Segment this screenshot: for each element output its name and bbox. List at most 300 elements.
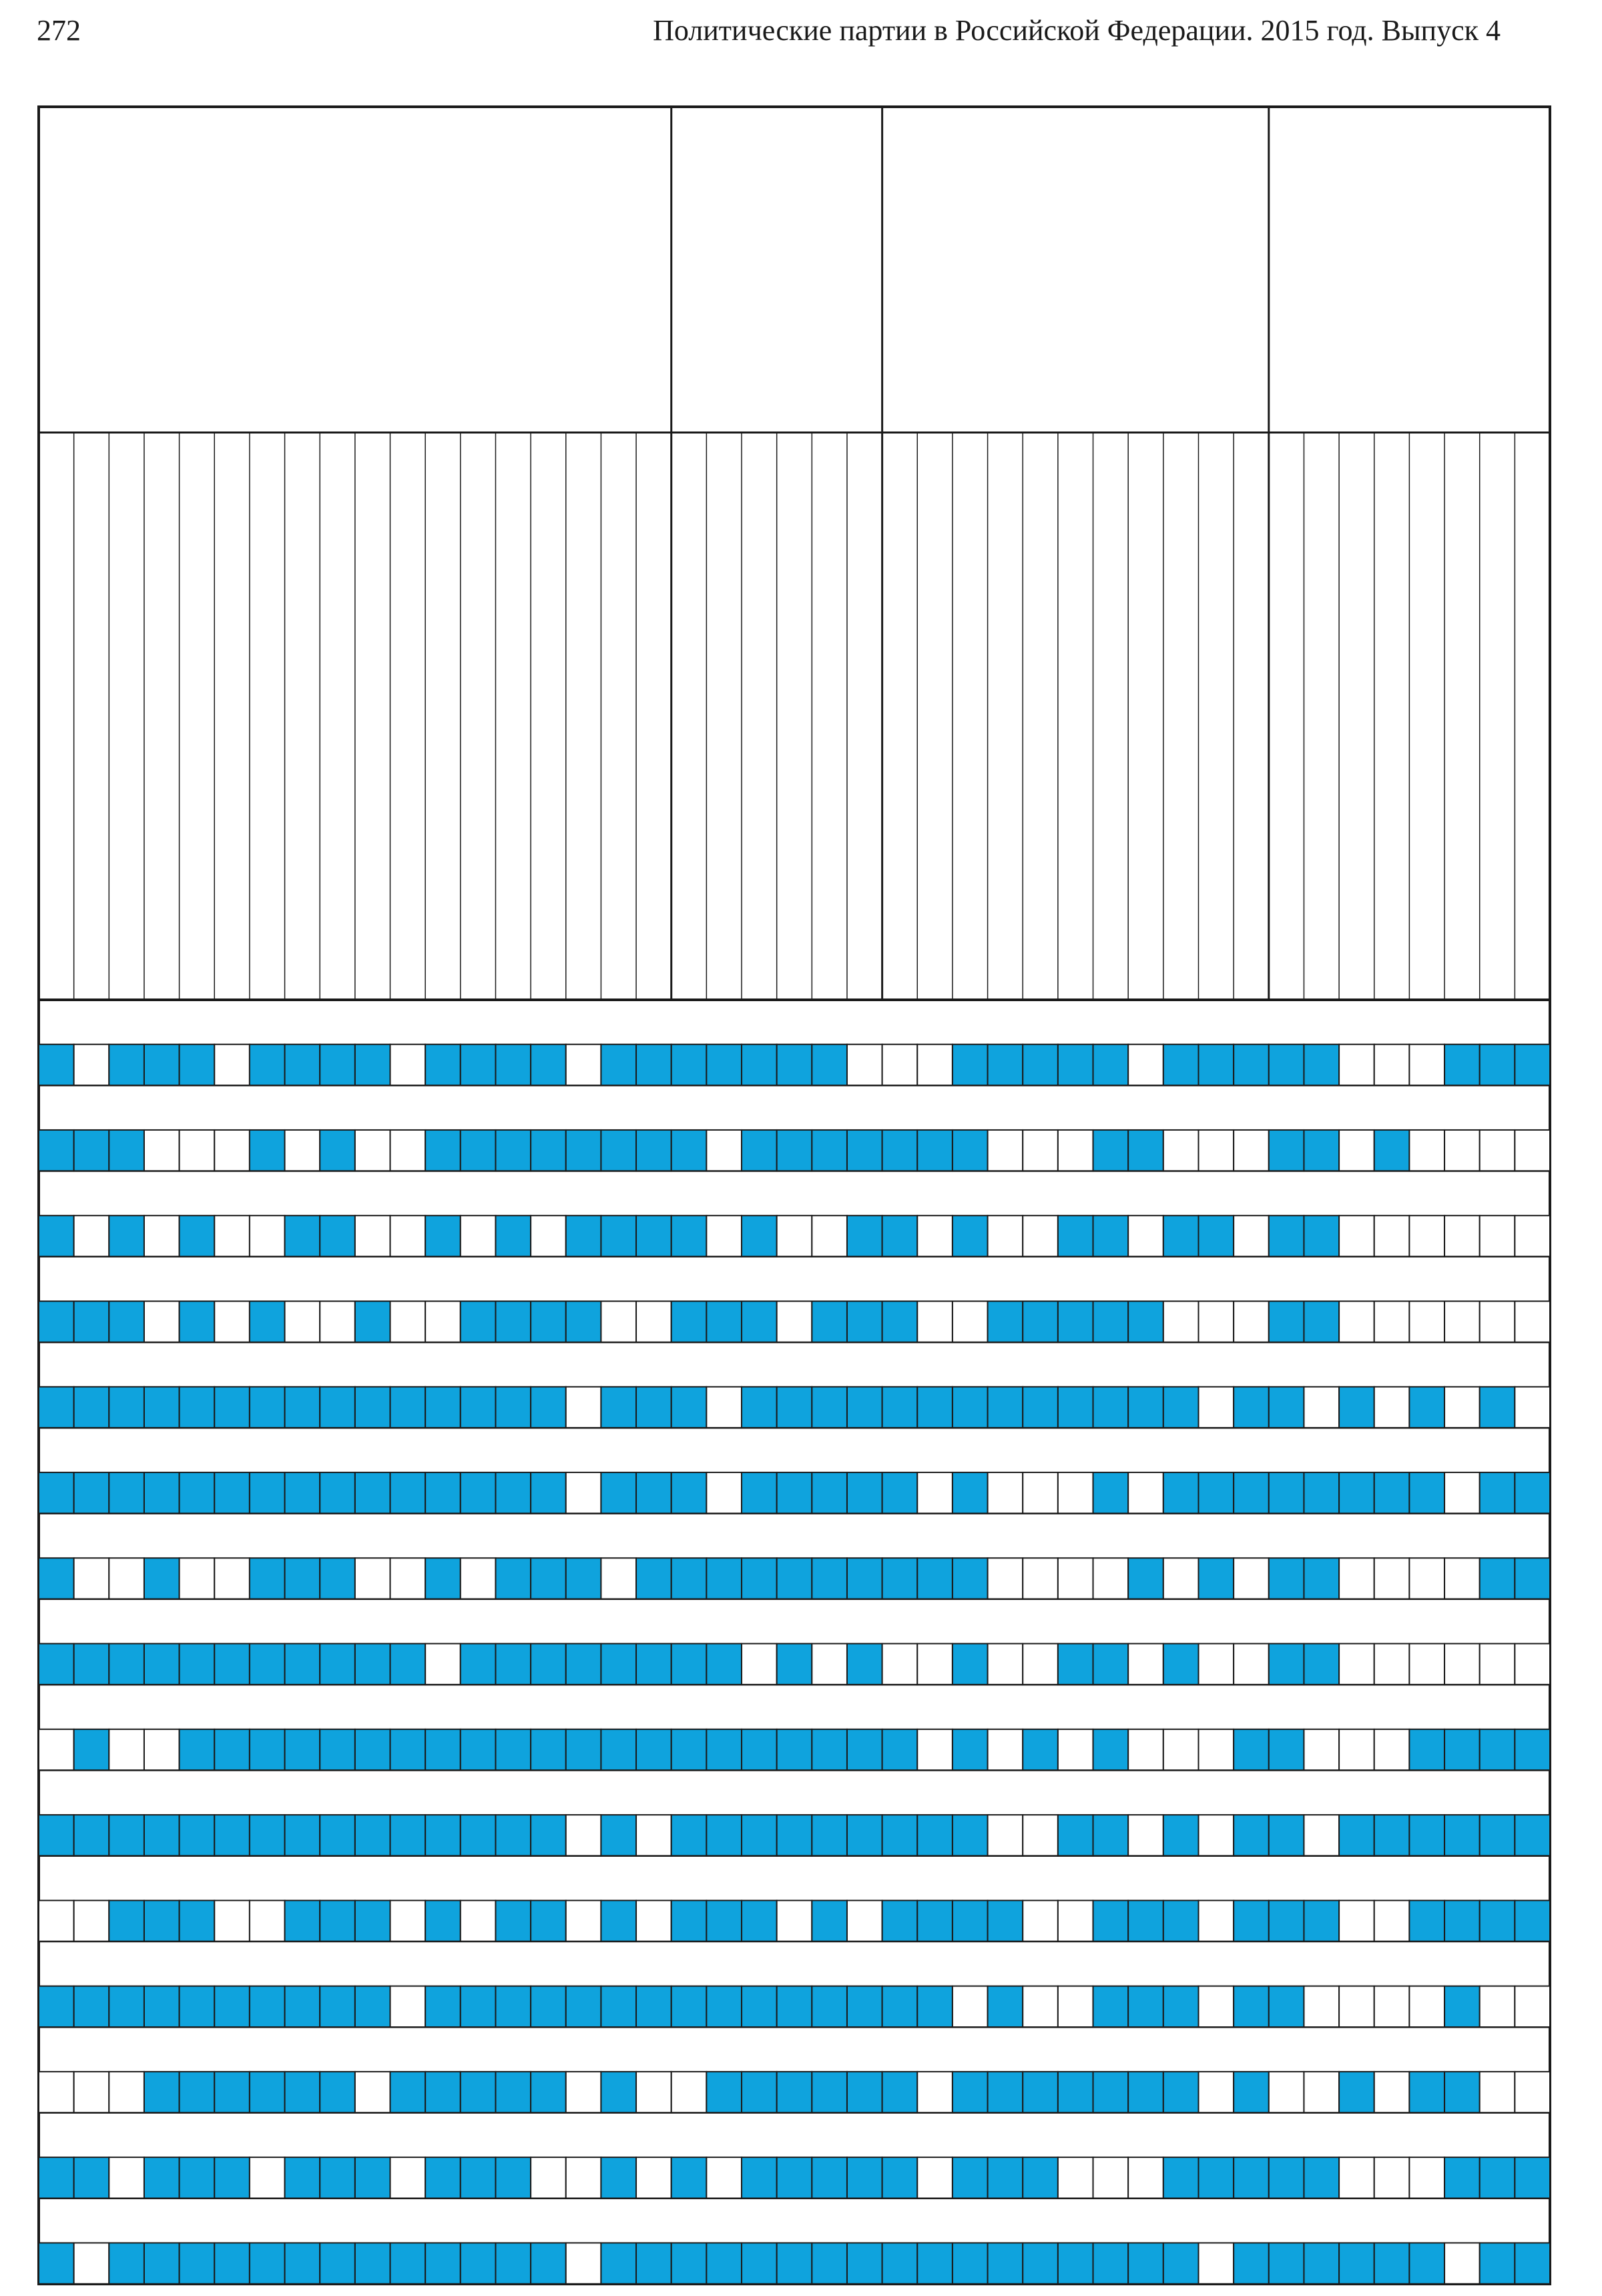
mark-cell-present	[988, 2157, 1023, 2199]
mark-cell-present	[355, 1986, 390, 2028]
mark-cell-present	[1023, 1729, 1058, 1771]
mark-cell-present	[1339, 2072, 1374, 2113]
mark-cell-present	[144, 1815, 180, 1856]
mark-cell-present	[495, 1045, 531, 1086]
mark-cell-absent	[1374, 1644, 1410, 1685]
mark-cell-absent	[1198, 1729, 1234, 1771]
mark-cell-absent	[109, 1729, 144, 1771]
mark-cell-present	[742, 1900, 777, 1942]
mark-cell-present	[1234, 1900, 1269, 1942]
mark-cell-present	[461, 2243, 496, 2284]
mark-cell-present	[1163, 2072, 1199, 2113]
mark-cell-present	[1304, 2157, 1339, 2199]
mark-cell-present	[285, 1387, 320, 1428]
mark-cell-present	[425, 1215, 461, 1257]
mark-cell-absent	[1374, 2072, 1410, 2113]
mark-cell-absent	[917, 1215, 953, 1257]
mark-cell-absent	[1304, 1729, 1339, 1771]
mark-cell-present	[1163, 1215, 1199, 1257]
mark-cell-present	[285, 2243, 320, 2284]
mark-cell-present	[39, 1387, 74, 1428]
mark-cell-absent	[706, 1130, 742, 1171]
mark-cell-absent	[566, 1815, 601, 1856]
mark-cell-present	[1304, 1301, 1339, 1342]
mark-cell-present	[601, 1387, 636, 1428]
mark-cell-present	[672, 1558, 707, 1599]
mark-cell-present	[1269, 1387, 1304, 1428]
mark-cell-absent	[1339, 1215, 1374, 1257]
mark-cell-present	[180, 1472, 215, 1514]
mark-cell-absent	[917, 2072, 953, 2113]
mark-cell-present	[882, 1215, 918, 1257]
mark-cell-absent	[1058, 1729, 1093, 1771]
mark-cell-present	[636, 1558, 672, 1599]
mark-cell-present	[847, 1644, 882, 1685]
mark-cell-present	[636, 1387, 672, 1428]
mark-cell-present	[214, 1644, 250, 1685]
mark-cell-absent	[214, 1215, 250, 1257]
mark-cell-present	[425, 1558, 461, 1599]
mark-cell-absent	[1023, 1815, 1058, 1856]
mark-cell-present	[672, 1815, 707, 1856]
mark-cell-present	[1163, 1986, 1199, 2028]
mark-cell-present	[425, 2157, 461, 2199]
mark-cell-present	[180, 1900, 215, 1942]
mark-cell-present	[1304, 1644, 1339, 1685]
mark-cell-present	[285, 1215, 320, 1257]
mark-cell-present	[1093, 1729, 1129, 1771]
mark-cell-present	[672, 1729, 707, 1771]
mark-cell-present	[250, 1729, 285, 1771]
mark-cell-present	[250, 1558, 285, 1599]
mark-cell-present	[180, 1215, 215, 1257]
mark-cell-present	[672, 1472, 707, 1514]
mark-cell-absent	[1163, 1729, 1199, 1771]
mark-cell-present	[390, 1387, 426, 1428]
mark-cell-present	[39, 1472, 74, 1514]
mark-cell-present	[882, 1986, 918, 2028]
mark-cell-present	[285, 1900, 320, 1942]
mark-cell-present	[250, 1045, 285, 1086]
mark-cell-absent	[917, 1644, 953, 1685]
mark-cell-present	[180, 1301, 215, 1342]
mark-cell-present	[109, 1387, 144, 1428]
mark-cell-present	[636, 1472, 672, 1514]
mark-cell-present	[390, 2243, 426, 2284]
mark-cell-absent	[601, 1558, 636, 1599]
mark-cell-present	[777, 1472, 812, 1514]
mark-cell-present	[144, 1045, 180, 1086]
mark-cell-present	[144, 1387, 180, 1428]
mark-cell-present	[566, 1215, 601, 1257]
mark-cell-present	[882, 1301, 918, 1342]
mark-cell-absent	[390, 1900, 426, 1942]
mark-cell-present	[847, 2157, 882, 2199]
mark-cell-absent	[1128, 1215, 1163, 1257]
mark-cell-present	[917, 2243, 953, 2284]
mark-cell-present	[461, 1815, 496, 1856]
mark-cell-present	[812, 1130, 847, 1171]
mark-cell-present	[109, 1301, 144, 1342]
mark-cell-present	[953, 1215, 988, 1257]
mark-cell-present	[706, 1900, 742, 1942]
mark-cell-present	[1058, 1387, 1093, 1428]
mark-cell-present	[1374, 2243, 1410, 2284]
mark-cell-present	[672, 1215, 707, 1257]
mark-cell-present	[1128, 2072, 1163, 2113]
mark-cell-present	[777, 1815, 812, 1856]
mark-cell-present	[531, 1472, 566, 1514]
mark-cell-absent	[1058, 2157, 1093, 2199]
mark-cell-present	[109, 1644, 144, 1685]
mark-cell-present	[1444, 1729, 1480, 1771]
mark-cell-present	[1304, 1900, 1339, 1942]
mark-cell-present	[601, 2243, 636, 2284]
mark-cell-present	[601, 1644, 636, 1685]
mark-cell-present	[601, 1130, 636, 1171]
mark-cell-absent	[1198, 2072, 1234, 2113]
mark-cell-present	[285, 1045, 320, 1086]
mark-cell-present	[1198, 2157, 1234, 2199]
mark-cell-present	[1480, 1729, 1515, 1771]
mark-cell-present	[495, 1130, 531, 1171]
mark-cell-present	[425, 2243, 461, 2284]
mark-cell-present	[847, 1729, 882, 1771]
mark-cell-absent	[1269, 2072, 1304, 2113]
mark-cell-absent	[1444, 1301, 1480, 1342]
mark-cell-present	[777, 1558, 812, 1599]
mark-cell-present	[917, 1986, 953, 2028]
mark-cell-present	[1480, 1900, 1515, 1942]
mark-cell-present	[74, 1986, 109, 2028]
mark-cell-present	[777, 1130, 812, 1171]
mark-cell-absent	[214, 1045, 250, 1086]
mark-cell-absent	[531, 1215, 566, 1257]
mark-cell-present	[1269, 1215, 1304, 1257]
mark-cell-present	[988, 1045, 1023, 1086]
page-number: 272	[37, 14, 81, 47]
mark-cell-absent	[250, 1215, 285, 1257]
mark-cell-absent	[1339, 1644, 1374, 1685]
mark-cell-present	[1128, 1130, 1163, 1171]
mark-cell-present	[285, 1986, 320, 2028]
mark-cell-present	[988, 2243, 1023, 2284]
mark-cell-present	[847, 1130, 882, 1171]
mark-cell-present	[1093, 1215, 1129, 1257]
mark-cell-absent	[390, 1130, 426, 1171]
mark-cell-present	[847, 1215, 882, 1257]
mark-cell-present	[1058, 1301, 1093, 1342]
mark-cell-present	[1128, 1558, 1163, 1599]
mark-cell-present	[1339, 1472, 1374, 1514]
mark-cell-present	[1304, 1215, 1339, 1257]
mark-cell-absent	[1163, 1558, 1199, 1599]
mark-cell-absent	[917, 1729, 953, 1771]
mark-cell-present	[250, 1472, 285, 1514]
mark-cell-absent	[355, 1130, 390, 1171]
mark-cell-present	[531, 2072, 566, 2113]
mark-cell-present	[706, 1558, 742, 1599]
mark-cell-present	[1058, 1045, 1093, 1086]
mark-cell-present	[355, 1387, 390, 1428]
mark-cell-absent	[1128, 2157, 1163, 2199]
mark-cell-absent	[1023, 1558, 1058, 1599]
mark-cell-absent	[1198, 1130, 1234, 1171]
mark-cell-present	[1269, 1815, 1304, 1856]
mark-cell-present	[1269, 1986, 1304, 2028]
mark-cell-present	[953, 1558, 988, 1599]
mark-cell-present	[988, 1900, 1023, 1942]
mark-cell-present	[320, 1558, 355, 1599]
mark-cell-present	[355, 1644, 390, 1685]
mark-cell-present	[74, 1729, 109, 1771]
mark-cell-present	[425, 1045, 461, 1086]
mark-cell-present	[425, 1729, 461, 1771]
mark-cell-present	[1023, 2072, 1058, 2113]
mark-cell-present	[601, 2072, 636, 2113]
mark-cell-absent	[812, 1215, 847, 1257]
mark-cell-absent	[1234, 1130, 1269, 1171]
mark-cell-present	[531, 1644, 566, 1685]
mark-cell-present	[1163, 2157, 1199, 2199]
mark-cell-absent	[1374, 1301, 1410, 1342]
mark-cell-present	[495, 1815, 531, 1856]
mark-cell-absent	[988, 1472, 1023, 1514]
mark-cell-present	[1093, 1387, 1129, 1428]
mark-cell-absent	[1128, 1815, 1163, 1856]
mark-cell-present	[742, 1387, 777, 1428]
mark-cell-present	[1304, 1472, 1339, 1514]
mark-cell-absent	[74, 2072, 109, 2113]
mark-cell-present	[285, 1644, 320, 1685]
mark-cell-present	[812, 1900, 847, 1942]
mark-cell-present	[742, 1215, 777, 1257]
mark-cell-present	[109, 1472, 144, 1514]
mark-cell-absent	[636, 2072, 672, 2113]
mark-cell-absent	[144, 1130, 180, 1171]
mark-cell-present	[953, 1130, 988, 1171]
mark-cell-absent	[355, 2072, 390, 2113]
mark-cell-present	[988, 2072, 1023, 2113]
mark-cell-present	[672, 1644, 707, 1685]
mark-cell-absent	[1444, 2243, 1480, 2284]
mark-cell-present	[39, 1045, 74, 1086]
mark-cell-present	[1515, 1558, 1550, 1599]
mark-cell-present	[1304, 2243, 1339, 2284]
mark-cell-absent	[1198, 1644, 1234, 1685]
mark-cell-absent	[109, 2072, 144, 2113]
mark-cell-present	[180, 1729, 215, 1771]
mark-cell-present	[636, 1130, 672, 1171]
mark-cell-present	[144, 2243, 180, 2284]
mark-cell-absent	[706, 2157, 742, 2199]
mark-cell-present	[706, 1815, 742, 1856]
mark-cell-absent	[1409, 1558, 1444, 1599]
mark-cell-absent	[917, 2157, 953, 2199]
mark-cell-present	[953, 2243, 988, 2284]
mark-cell-absent	[566, 2072, 601, 2113]
mark-cell-absent	[1128, 1045, 1163, 1086]
mark-cell-absent	[1198, 1986, 1234, 2028]
mark-cell-present	[144, 1472, 180, 1514]
mark-cell-present	[1234, 2157, 1269, 2199]
mark-cell-absent	[285, 1301, 320, 1342]
mark-cell-present	[214, 1986, 250, 2028]
mark-cell-present	[320, 1815, 355, 1856]
mark-cell-present	[847, 1301, 882, 1342]
mark-cell-present	[812, 2157, 847, 2199]
mark-cell-present	[1093, 1900, 1129, 1942]
mark-cell-present	[882, 1729, 918, 1771]
mark-cell-present	[1234, 1387, 1269, 1428]
mark-cell-present	[250, 1301, 285, 1342]
mark-cell-present	[320, 2243, 355, 2284]
mark-cell-absent	[1058, 1130, 1093, 1171]
mark-cell-present	[706, 2243, 742, 2284]
mark-cell-absent	[74, 1558, 109, 1599]
mark-cell-absent	[777, 1301, 812, 1342]
mark-cell-present	[39, 1558, 74, 1599]
mark-cell-present	[882, 1130, 918, 1171]
mark-cell-absent	[1409, 2157, 1444, 2199]
mark-cell-present	[39, 1215, 74, 1257]
mark-cell-present	[847, 1472, 882, 1514]
mark-cell-present	[988, 1986, 1023, 2028]
mark-cell-present	[214, 1815, 250, 1856]
mark-cell-present	[355, 1472, 390, 1514]
mark-cell-present	[250, 1130, 285, 1171]
mark-cell-absent	[1339, 1558, 1374, 1599]
mark-cell-present	[847, 1558, 882, 1599]
mark-cell-present	[1444, 1900, 1480, 1942]
mark-cell-present	[1269, 1301, 1304, 1342]
mark-cell-present	[847, 1387, 882, 1428]
mark-cell-present	[601, 1729, 636, 1771]
mark-cell-present	[144, 1986, 180, 2028]
mark-cell-present	[812, 1387, 847, 1428]
mark-cell-present	[882, 2157, 918, 2199]
mark-cell-present	[672, 1900, 707, 1942]
mark-cell-absent	[390, 1045, 426, 1086]
mark-cell-present	[144, 1644, 180, 1685]
mark-cell-present	[1093, 2072, 1129, 2113]
mark-cell-present	[531, 1900, 566, 1942]
mark-cell-present	[39, 2157, 74, 2199]
mark-cell-present	[777, 1729, 812, 1771]
mark-cell-present	[1023, 1387, 1058, 1428]
mark-cell-present	[742, 1301, 777, 1342]
mark-cell-absent	[566, 2157, 601, 2199]
mark-cell-present	[1269, 1900, 1304, 1942]
mark-cell-present	[1269, 2157, 1304, 2199]
mark-cell-present	[320, 1472, 355, 1514]
mark-cell-absent	[566, 1472, 601, 1514]
mark-cell-absent	[1480, 1215, 1515, 1257]
mark-cell-present	[1444, 1045, 1480, 1086]
mark-cell-absent	[180, 1558, 215, 1599]
mark-cell-absent	[390, 1558, 426, 1599]
mark-cell-present	[180, 1644, 215, 1685]
mark-cell-present	[953, 1472, 988, 1514]
mark-cell-present	[320, 2157, 355, 2199]
mark-cell-present	[1058, 2072, 1093, 2113]
mark-cell-present	[672, 2243, 707, 2284]
mark-cell-absent	[917, 1301, 953, 1342]
mark-cell-present	[180, 2072, 215, 2113]
mark-cell-present	[1093, 1644, 1129, 1685]
mark-cell-present	[320, 1130, 355, 1171]
mark-cell-present	[777, 1986, 812, 2028]
mark-cell-absent	[1409, 1215, 1444, 1257]
mark-cell-present	[74, 1644, 109, 1685]
mark-cell-present	[390, 1729, 426, 1771]
mark-cell-present	[320, 1045, 355, 1086]
mark-cell-absent	[214, 1900, 250, 1942]
mark-cell-absent	[74, 1045, 109, 1086]
mark-cell-absent	[1198, 1301, 1234, 1342]
mark-cell-present	[495, 2243, 531, 2284]
mark-cell-absent	[706, 1472, 742, 1514]
mark-cell-absent	[566, 1045, 601, 1086]
mark-cell-present	[425, 1387, 461, 1428]
mark-cell-absent	[1304, 1815, 1339, 1856]
mark-cell-present	[461, 1986, 496, 2028]
mark-cell-present	[1058, 1215, 1093, 1257]
mark-cell-present	[495, 1472, 531, 1514]
mark-cell-present	[917, 1558, 953, 1599]
mark-cell-present	[39, 1130, 74, 1171]
mark-cell-present	[601, 2157, 636, 2199]
mark-cell-absent	[1480, 1644, 1515, 1685]
mark-cell-present	[1304, 1130, 1339, 1171]
mark-cell-present	[214, 2243, 250, 2284]
mark-cell-present	[355, 1900, 390, 1942]
mark-cell-present	[1093, 1130, 1129, 1171]
mark-cell-absent	[1515, 1130, 1550, 1171]
mark-cell-absent	[1480, 1301, 1515, 1342]
mark-cell-present	[953, 1815, 988, 1856]
mark-cell-absent	[1444, 1644, 1480, 1685]
mark-cell-present	[495, 1900, 531, 1942]
mark-cell-present	[425, 1472, 461, 1514]
mark-cell-present	[917, 1815, 953, 1856]
mark-cell-absent	[214, 1301, 250, 1342]
mark-cell-present	[250, 1387, 285, 1428]
mark-cell-present	[250, 1986, 285, 2028]
mark-cell-absent	[250, 2157, 285, 2199]
mark-cell-present	[1304, 1558, 1339, 1599]
mark-cell-absent	[1058, 1558, 1093, 1599]
mark-cell-absent	[250, 1900, 285, 1942]
mark-cell-present	[355, 1301, 390, 1342]
mark-cell-present	[214, 2157, 250, 2199]
mark-cell-present	[355, 1729, 390, 1771]
mark-cell-present	[461, 1130, 496, 1171]
mark-cell-present	[1480, 2157, 1515, 2199]
mark-cell-present	[1444, 2072, 1480, 2113]
mark-cell-present	[742, 1986, 777, 2028]
mark-cell-present	[425, 1986, 461, 2028]
mark-cell-present	[425, 1130, 461, 1171]
mark-cell-absent	[953, 1301, 988, 1342]
mark-cell-present	[1515, 2243, 1550, 2284]
mark-cell-present	[531, 1729, 566, 1771]
mark-cell-present	[285, 2157, 320, 2199]
mark-cell-absent	[847, 1045, 882, 1086]
mark-cell-present	[39, 1301, 74, 1342]
mark-cell-present	[390, 2072, 426, 2113]
mark-cell-present	[320, 1729, 355, 1771]
